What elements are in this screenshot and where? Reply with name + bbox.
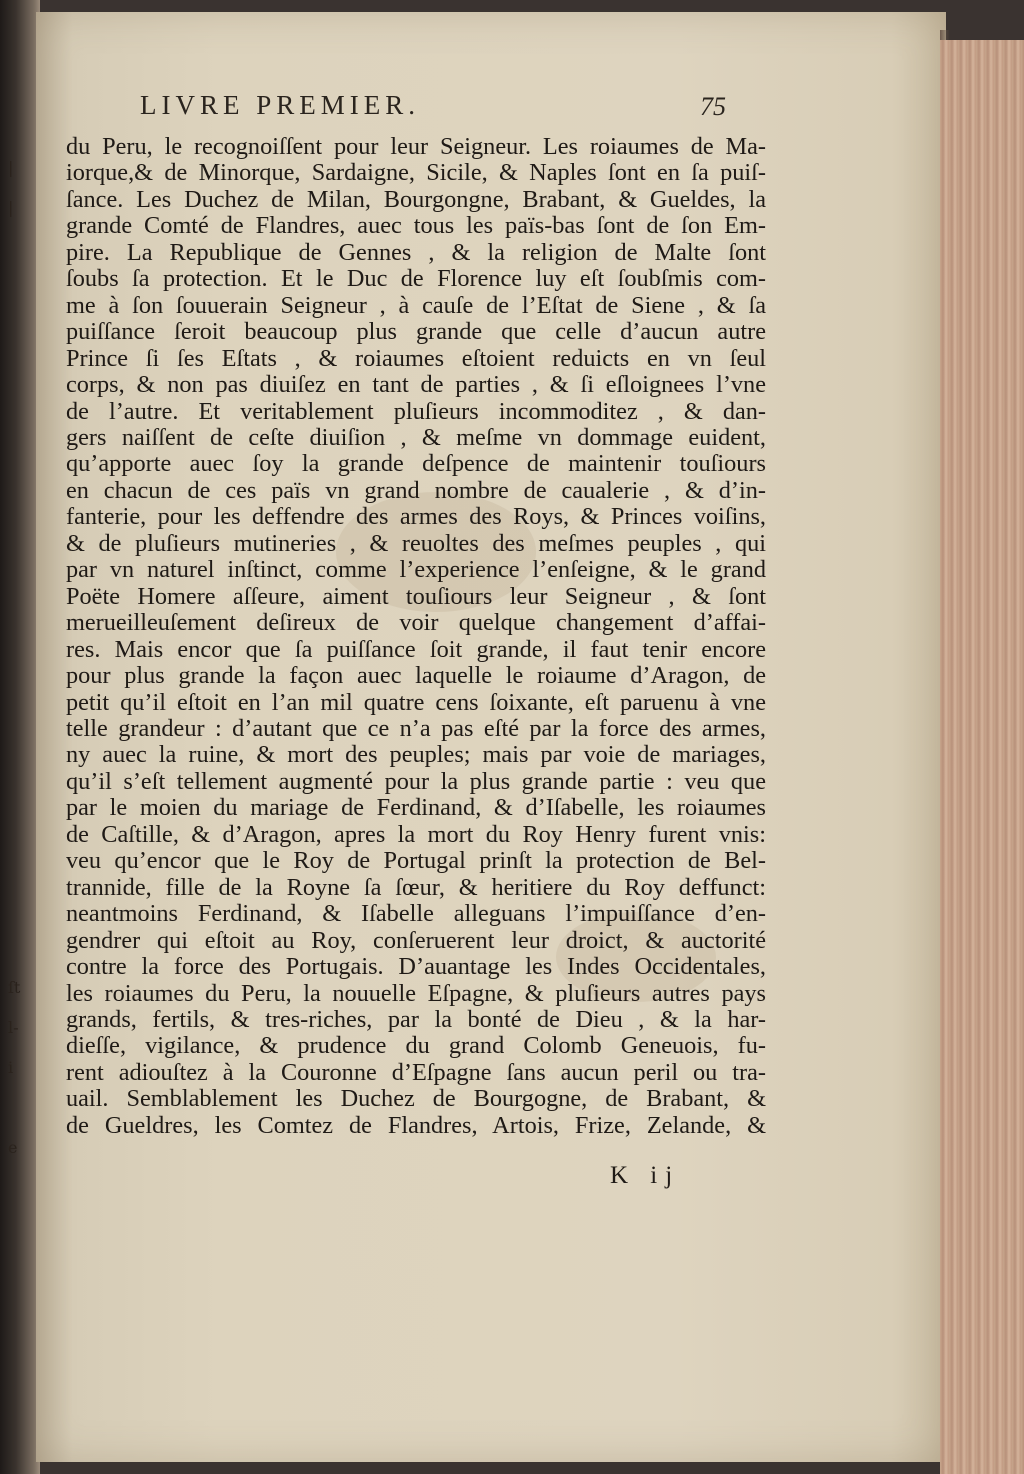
text-line: de Caſtille, & d’Aragon, apres la mort du Roy Henry furent vnis:	[66, 820, 766, 848]
text-line: merueilleuſement deſireux de voir quelque changement d’affai-	[66, 609, 766, 637]
text-line: fanterie, pour les deffendre des armes des Roys, & Princes voiſins,	[66, 503, 766, 531]
text-line: trannide, fille de la Royne ſa ſœur, & heritiere du Roy deffunct:	[66, 873, 766, 901]
text-line: grande Comté de Flandres, auec tous les païs-bas ſont de ſon Em-	[66, 212, 766, 240]
text-line: neantmoins Ferdinand, & Iſabelle alleguans l’impuiſſance d’en-	[66, 900, 766, 928]
text-line: qu’apporte auec ſoy la grande deſpence de maintenir touſiours	[66, 450, 766, 478]
text-line: Prince ſi ſes Eſtats , & roiaumes eſtoient reduicts en vn ſeul	[66, 344, 766, 372]
text-line: iorque,& de Minorque, Sardaigne, Sicile, & Naples ſont en ſa puiſ-	[66, 159, 766, 187]
text-line: pour plus grande la façon auec laquelle le roiaume d’Aragon, de	[66, 662, 766, 690]
text-line: de Gueldres, les Comtez de Flandres, Artois, Frize, Zelande, &	[66, 1111, 766, 1139]
text-line: contre la force des Portugais. D’auantage les Indes Occidentales,	[66, 953, 766, 981]
body-text	[66, 134, 766, 1139]
running-title: LIVRE PREMIER.	[140, 90, 421, 120]
margin-annotations: | | ſt l- i e	[8, 158, 21, 1157]
running-head	[140, 90, 780, 121]
text-line: telle grandeur : d’autant que ce n’a pas eſté par la force des armes,	[66, 714, 766, 742]
text-line: qu’il s’eſt tellement augmenté pour la plus grande partie : veu que	[66, 767, 766, 795]
text-line: puiſſance ſeroit beaucoup plus grande que celle d’aucun autre	[66, 318, 766, 346]
text-line: grands, fertils, & tres-riches, par la bonté de Dieu , & la har-	[66, 1005, 766, 1033]
page-number: 75	[700, 92, 726, 121]
text-line: dieſſe, vigilance, & prudence du grand Colomb Geneuois, fu-	[66, 1032, 766, 1060]
text-line: du Peru, le recognoiſſent pour leur Seigneur. Les roiaumes de Ma-	[66, 133, 766, 160]
text-line: veu qu’encor que le Roy de Portugal prinſt la protection de Bel-	[66, 847, 766, 875]
text-line: pire. La Republique de Gennes , & la religion de Malte ſont	[66, 238, 766, 266]
text-line: res. Mais encor que ſa puiſſance ſoit grande, il faut tenir encore	[66, 635, 766, 663]
text-line: corps, & non pas diuiſez en tant de parties , & ſi eſloignees l’vne	[66, 371, 766, 399]
text-line: ſoubs ſa protection. Et le Duc de Florence luy eſt ſoubſmis com-	[66, 265, 766, 293]
text-line: Poëte Homere aſſeure, aiment touſiours leur Seigneur , & ſont	[66, 582, 766, 610]
book-fore-edge	[940, 40, 1024, 1474]
text-line: gendrer qui eſtoit au Roy, conſeruerent leur droict, & auctorité	[66, 926, 766, 954]
text-line: de l’autre. Et veritablement pluſieurs incommoditez , & dan-	[66, 397, 766, 425]
text-line: rent adiouſtez à la Couronne d’Eſpagne ſans aucun peril ou tra-	[66, 1058, 766, 1086]
text-line: ny auec la ruine, & mort des peuples; mais par voie de mariages,	[66, 741, 766, 769]
text-line: ſance. Les Duchez de Milan, Bourgongne, Brabant, & Gueldes, la	[66, 185, 766, 213]
text-line: petit qu’il eſtoit en l’an mil quatre cens ſoixante, eſt paruenu à vne	[66, 688, 766, 716]
text-line: uail. Semblablement les Duchez de Bourgogne, de Brabant, &	[66, 1085, 766, 1113]
text-line: par vn naturel inſtinct, comme l’experience l’enſeigne, & le grand	[66, 556, 766, 584]
text-line: gers naiſſent de ceſte diuiſion , & meſme vn dommage euident,	[66, 423, 766, 451]
text-line: en chacun de ces païs vn grand nombre de caualerie , & d’in-	[66, 476, 766, 504]
text-line: par le moien du mariage de Ferdinand, & d’Iſabelle, les roiaumes	[66, 794, 766, 822]
signature-mark: K ij	[610, 1162, 681, 1189]
text-line: me à ſon ſouuerain Seigneur , à cauſe de l’Eſtat de Siene , & ſa	[66, 291, 766, 319]
text-line: les roiaumes du Peru, la nouuelle Eſpagne, & pluſieurs autres pays	[66, 979, 766, 1007]
text-line: & de pluſieurs mutineries , & reuoltes des meſmes peuples , qui	[66, 529, 766, 557]
